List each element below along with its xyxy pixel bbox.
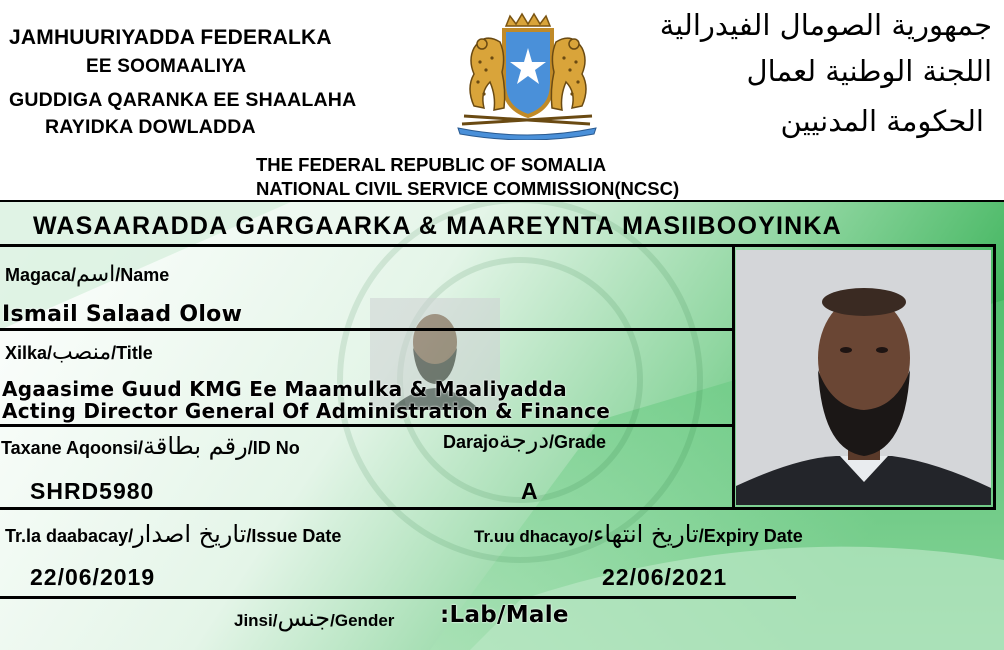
grade-label [443, 426, 606, 454]
somalia-coat-of-arms-icon [444, 12, 610, 140]
gender-label-so: Jinsi/ [234, 611, 278, 630]
title-value-so: Agaasime Guud KMG Ee Maamulka & Maaliyadda [2, 377, 567, 401]
expiry-label-en: /Expiry Date [698, 526, 803, 546]
title-label-ar: منصب [52, 340, 112, 365]
name-label-so: Magaca/ [5, 265, 77, 285]
header-somali-line2: EE SOOMAALIYA [86, 56, 247, 77]
name-label-en: /Name [115, 265, 170, 285]
expiry-label-so: Tr.uu dhacayo/ [474, 527, 594, 546]
divider-dates [0, 596, 796, 599]
header-arabic-line2: اللجنة الوطنية لعمال [746, 54, 992, 88]
divider-ministry [0, 244, 996, 247]
id-label-ar: رقم بطاقة [143, 432, 248, 460]
title-label-en: /Title [111, 343, 153, 363]
expiry-label-ar: تاريخ انتهاء [593, 520, 699, 548]
title-label-so: Xilka/ [5, 343, 53, 363]
id-label-so: Taxane Aqoonsi/ [1, 438, 144, 458]
header-somali-line4: RAYIDKA DOWLADDA [45, 116, 256, 138]
header-arabic-line1: جمهورية الصومال الفيدرالية [659, 8, 992, 42]
ministry-name: WASAARADDA GARGAARKA & MAAREYNTA MASIIBOOYINKA [33, 212, 842, 240]
issue-value: 22/06/2019 [30, 564, 156, 590]
holder-photo [736, 250, 991, 505]
header-arabic-line3: الحكومة المدنيين [780, 104, 984, 138]
issue-label-ar: تاريخ اصدار [133, 520, 247, 548]
issue-label-so: Tr.la daabacay/ [5, 526, 134, 546]
grade-label-en: /Grade [549, 432, 607, 452]
id-label-en: /ID No [247, 438, 300, 458]
divider-title [0, 424, 732, 427]
name-label-ar: اسم [76, 262, 116, 287]
gender-label [234, 604, 394, 632]
issue-label [5, 520, 341, 548]
issue-label-en: /Issue Date [246, 526, 342, 546]
header-somali-line1: JAMHUURIYADDA FEDERALKA [9, 26, 332, 49]
photo-frame-bottom [732, 507, 996, 510]
id-label [1, 432, 300, 460]
header-english-line1: THE FEDERAL REPUBLIC OF SOMALIA [256, 154, 607, 175]
divider-name [0, 328, 732, 331]
id-value: SHRD5980 [30, 478, 155, 504]
grade-label-so: Darajo [443, 432, 500, 452]
header-somali-line3: GUDDIGA QARANKA EE SHAALAHA [9, 89, 357, 111]
gender-label-ar: جنس [277, 604, 331, 632]
header-english-line2: NATIONAL CIVIL SERVICE COMMISSION(NCSC) [256, 178, 680, 199]
photo-frame-left [732, 244, 735, 510]
divider-id [0, 507, 732, 510]
gender-value: :Lab/Male [440, 602, 569, 628]
grade-label-ar: درجة [499, 426, 550, 454]
expiry-label [474, 520, 803, 548]
title-label [5, 340, 153, 365]
name-label [5, 262, 169, 287]
photo-frame-right [993, 244, 996, 510]
name-value: Ismail Salaad Olow [2, 302, 243, 327]
gender-label-en: /Gender [330, 611, 395, 630]
grade-value: A [521, 478, 539, 504]
divider-top [0, 200, 1004, 202]
expiry-value: 22/06/2021 [602, 564, 728, 590]
title-value-en: Acting Director General Of Administration & Finance [2, 399, 611, 423]
